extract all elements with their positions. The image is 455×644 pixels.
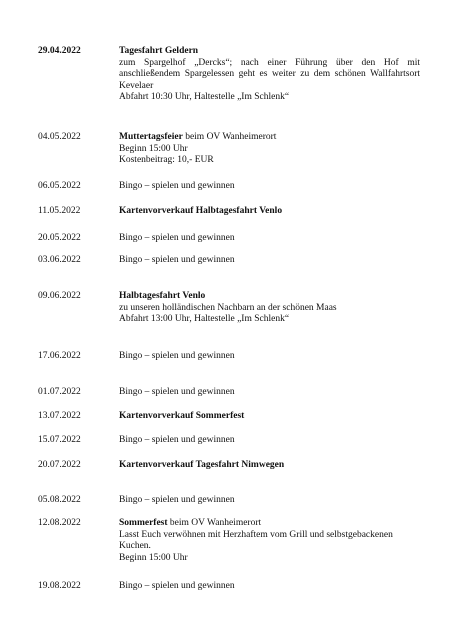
event-date: 13.07.2022 xyxy=(38,411,81,421)
event-date: 11.05.2022 xyxy=(38,206,81,216)
event-description xyxy=(119,132,420,167)
event-date: 01.07.2022 xyxy=(38,387,81,397)
event-detail: Beginn 15:00 Uhr xyxy=(119,143,188,154)
event-date: 06.05.2022 xyxy=(38,181,81,191)
event-text: Bingo – spielen und gewinnen xyxy=(119,233,235,243)
event-title: Tagesfahrt Geldern xyxy=(119,46,199,56)
event-title: Muttertagsfeier xyxy=(119,132,183,142)
event-date: 15.07.2022 xyxy=(38,435,81,445)
event-detail: Lasst Euch verwöhnen mit Herzhaftem vom Grill und selbstgebackenen Kuchen. xyxy=(119,529,393,551)
event-text: Bingo – spielen und gewinnen xyxy=(119,495,235,505)
event-text: Kartenvorverkauf Halbtagesfahrt Venlo xyxy=(119,206,283,216)
event-text: Kartenvorverkauf Sommerfest xyxy=(119,411,245,421)
event-date: 09.06.2022 xyxy=(38,291,81,301)
event-title: Halbtagesfahrt Venlo xyxy=(119,291,206,301)
event-date: 04.05.2022 xyxy=(38,132,81,142)
event-detail: Kostenbeitrag: 10,- EUR xyxy=(119,155,214,165)
event-date: 12.08.2022 xyxy=(38,518,81,528)
event-text: Bingo – spielen und gewinnen xyxy=(119,181,235,191)
event-description xyxy=(119,291,420,326)
event-date: 05.08.2022 xyxy=(38,495,81,505)
event-title-line xyxy=(119,132,420,144)
event-title-suffix: beim OV Wanheimerort xyxy=(167,518,262,528)
event-date: 20.07.2022 xyxy=(38,460,81,470)
event-detail: Beginn 15:00 Uhr xyxy=(119,552,188,563)
event-text: Bingo – spielen und gewinnen xyxy=(119,435,235,445)
event-text: Bingo – spielen und gewinnen xyxy=(119,581,235,591)
event-text: Kartenvorverkauf Tagesfahrt Nimwegen xyxy=(119,460,285,470)
event-description xyxy=(119,46,420,104)
event-detail: Abfahrt 10:30 Uhr, Haltestelle „Im Schlenk“ xyxy=(119,92,290,102)
event-title: Sommerfest xyxy=(119,518,168,528)
event-date: 17.06.2022 xyxy=(38,351,81,361)
event-title-line xyxy=(119,518,420,530)
event-date: 19.08.2022 xyxy=(38,581,81,591)
event-date: 03.06.2022 xyxy=(38,255,81,265)
event-detail: Abfahrt 13:00 Uhr, Haltestelle „Im Schlenk“ xyxy=(119,314,290,324)
event-description xyxy=(119,518,420,564)
event-text: Bingo – spielen und gewinnen xyxy=(119,387,235,397)
event-title-suffix: beim OV Wanheimerort xyxy=(182,132,277,142)
event-text: Bingo – spielen und gewinnen xyxy=(119,351,235,361)
event-text: Bingo – spielen und gewinnen xyxy=(119,255,235,265)
event-detail: zu unseren holländischen Nachbarn an der schönen Maas xyxy=(119,302,337,313)
event-detail: zum Spargelhof „Dercks“; nach einer Führung über den Hof mit anschließendem Spargelessen geht es weiter zu dem schönen Wallfahrtsort Kevelaer xyxy=(119,57,420,91)
event-date: 29.04.2022 xyxy=(38,46,81,56)
event-date: 20.05.2022 xyxy=(38,233,81,243)
